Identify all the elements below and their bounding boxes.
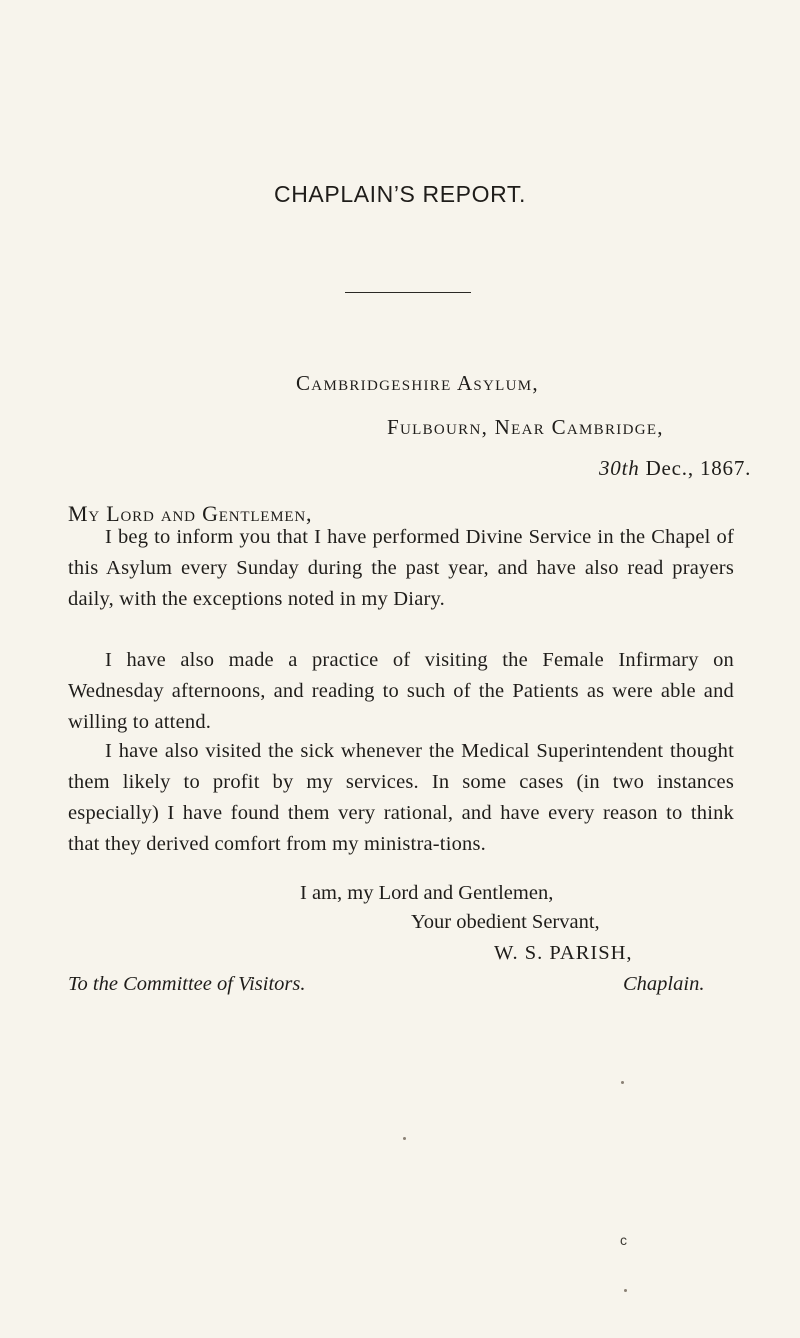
paragraph-1: I beg to inform you that I have performed Divine Service in the Chapel of this Asylum every Sunday during the past year, and have also read prayers daily, with the exceptions noted in my Diary. <box>68 526 734 610</box>
date-rest: Dec., 1867. <box>639 456 752 480</box>
date-prefix: 30th <box>599 456 640 480</box>
paper-speck <box>621 1081 624 1084</box>
closing-line-2: Your obedient Servant, <box>411 911 600 933</box>
address-line-2: Fulbourn, Near Cambridge, <box>387 415 664 439</box>
page-title: CHAPLAIN’S REPORT. <box>274 181 526 207</box>
signature: W. S. PARISH, <box>494 942 633 964</box>
paper-speck <box>403 1137 406 1140</box>
salutation: My Lord and Gentlemen, <box>68 501 313 526</box>
signatory-role: Chaplain. <box>623 973 705 995</box>
paper-speck <box>624 1289 627 1292</box>
footer-mark: c <box>620 1232 627 1248</box>
paragraph-2: I have also made a practice of visiting the Female Infirmary on Wednesday afternoons, and reading to such of the Patients as were able and willing to attend. <box>68 649 734 733</box>
closing-line-1: I am, my Lord and Gentlemen, <box>300 882 554 904</box>
paragraph-3: I have also visited the sick whenever the Medical Superintendent thought them likely to profit by my services. In some cases (in two instances especially) I have found them very rational, and have every reason to think that they derived comfort from my ministra-tions. <box>68 740 734 855</box>
title-divider <box>345 292 471 293</box>
letter-date <box>599 458 751 479</box>
address-line-1: Cambridgeshire Asylum, <box>296 371 539 395</box>
recipient-line: To the Committee of Visitors. <box>68 973 306 995</box>
